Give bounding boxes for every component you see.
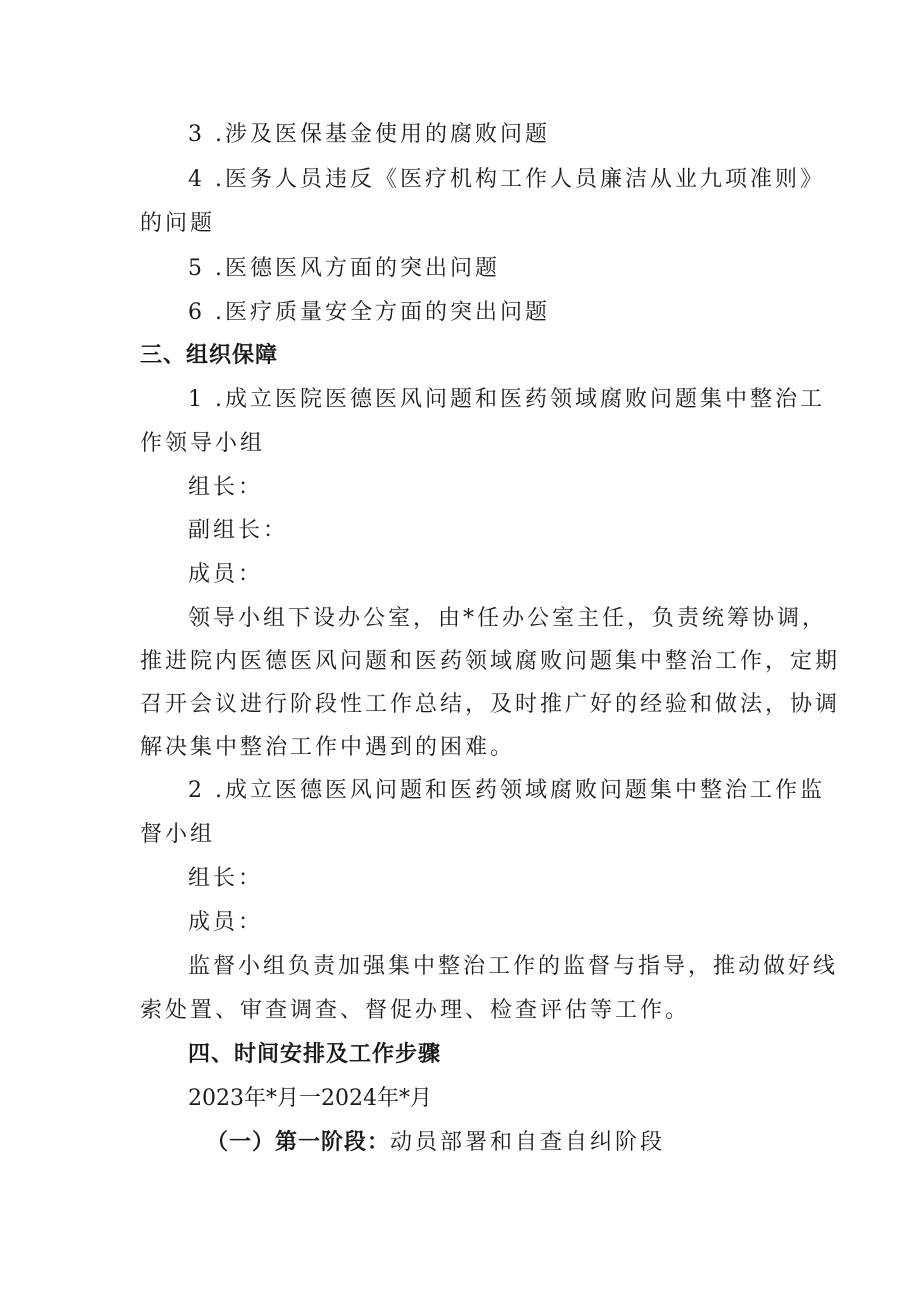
timeline-line: 2023年*月一2024年*月: [188, 1086, 432, 1111]
role-line: 副组长：: [188, 518, 289, 543]
stage-line: [206, 1128, 665, 1158]
paragraph-line: 推进院内医德医风问题和医药领域腐败问题集中整治工作，定期: [140, 649, 841, 674]
paragraph-line: 索处置、审查调查、督促办理、检查评估等工作。: [140, 998, 691, 1023]
stage-label: （一）第一阶段：: [206, 1130, 391, 1155]
role-line: 成员：: [188, 562, 264, 587]
role-line: 成员：: [188, 910, 264, 935]
stage-text: 动员部署和自查自纠阶段: [390, 1130, 666, 1155]
paragraph-line: 解决集中整治工作中遇到的困难。: [140, 735, 516, 760]
list-item-continuation: 作领导小组: [140, 431, 266, 456]
list-item-continuation: 的问题: [140, 211, 216, 236]
list-item: 1 .成立医院医德医风问题和医药领域腐败问题集中整治工: [188, 387, 825, 412]
role-line: 组长：: [188, 475, 264, 500]
role-line: 组长：: [188, 866, 264, 891]
paragraph-line: 监督小组负责加强集中整治工作的监督与指导，推动做好线: [188, 954, 839, 979]
list-item: 4 .医务人员违反《医疗机构工作人员廉洁从业九项准则》: [188, 167, 825, 192]
list-item: 2 .成立医德医风问题和医药领域腐败问题集中整治工作监: [188, 778, 825, 803]
section-heading: 四、时间安排及工作步骤: [188, 1042, 442, 1067]
list-item: 6 .医疗质量安全方面的突出问题: [188, 300, 550, 325]
list-item-continuation: 督小组: [140, 822, 216, 847]
section-heading: 三、组织保障: [140, 343, 279, 368]
list-item: 3 .涉及医保基金使用的腐败问题: [188, 122, 550, 147]
list-item: 5 .医德医风方面的突出问题: [188, 256, 500, 281]
paragraph-line: 领导小组下设办公室，由*任办公室主任，负责统筹协调，: [188, 606, 828, 631]
paragraph-line: 召开会议进行阶段性工作总结，及时推广好的经验和做法，协调: [140, 692, 841, 717]
